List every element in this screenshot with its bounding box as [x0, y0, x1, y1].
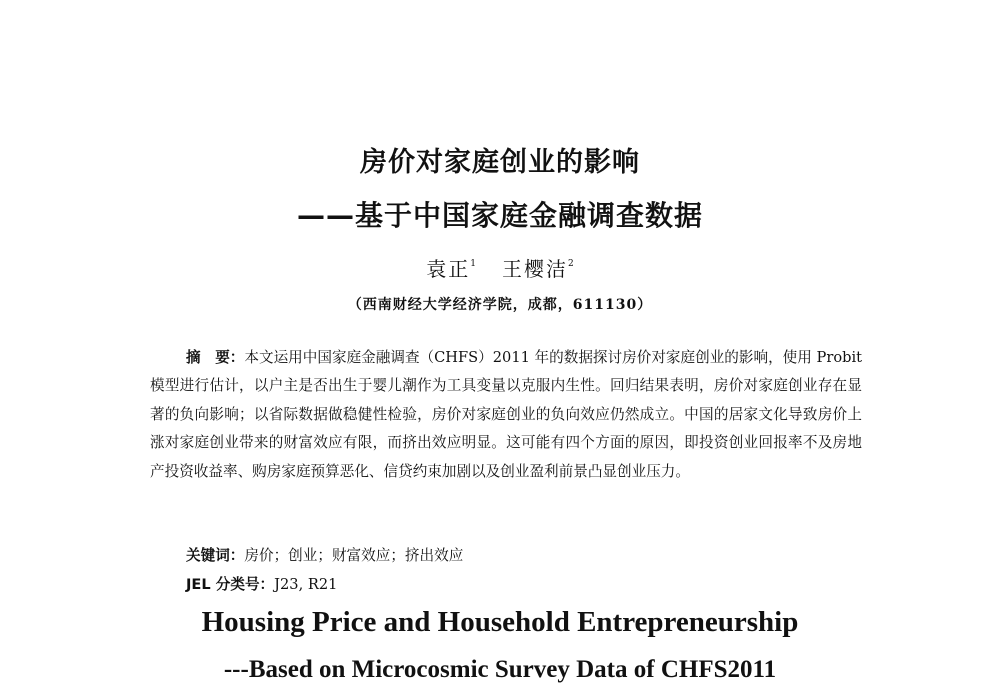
paper-title-cn: 房价对家庭创业的影响: [360, 147, 640, 178]
paper-title-en: Housing Price and Household Entrepreneurship: [201, 606, 799, 638]
jel-codes: J23, R21: [274, 576, 338, 593]
jel-line: [186, 573, 337, 594]
abstract-text: 本文运用中国家庭金融调查（CHFS）2011 年的数据探讨房价对家庭创业的影响，使用 Probit 模型进行估计，以户主是否出生于婴儿潮作为工具变量以克服内生性。回归结果表明，房价对家庭创业存在显著的负向影响；以省际数据做稳健性检验，房价对家庭创业的负向效应仍然成立。中国的居家文化导致房价上涨对家庭创业带来的财富效应有限，而挤出效应明显。这可能有四个方面的原因，即投资创业回报率不及房地产投资收益率、购房家庭预算恶化、信贷约束加剧以及创业盈利前景凸显创业压力。: [150, 349, 862, 480]
author-affiliation-mark: 1: [470, 259, 476, 269]
keywords-line: [186, 544, 463, 565]
paper-subtitle-cn: ——基于中国家庭金融调查数据: [296, 199, 703, 232]
author-name: 王樱洁: [502, 257, 568, 281]
author-list: [0, 253, 1000, 282]
keywords-label: 关键词：: [186, 547, 245, 564]
paper-subtitle-en: ---Based on Microcosmic Survey Data of CHFS2011: [223, 656, 777, 683]
author-name: 袁正: [426, 257, 471, 281]
abstract-label: 摘 要：: [186, 349, 245, 366]
author-affiliation-mark: 2: [568, 259, 574, 269]
abstract: [150, 344, 862, 486]
keywords-text: 房价；创业；财富效应；挤出效应: [244, 547, 464, 564]
jel-label: JEL 分类号：: [186, 576, 275, 593]
affiliation: （西南财经大学经济学院，成都，611130）: [347, 297, 653, 313]
